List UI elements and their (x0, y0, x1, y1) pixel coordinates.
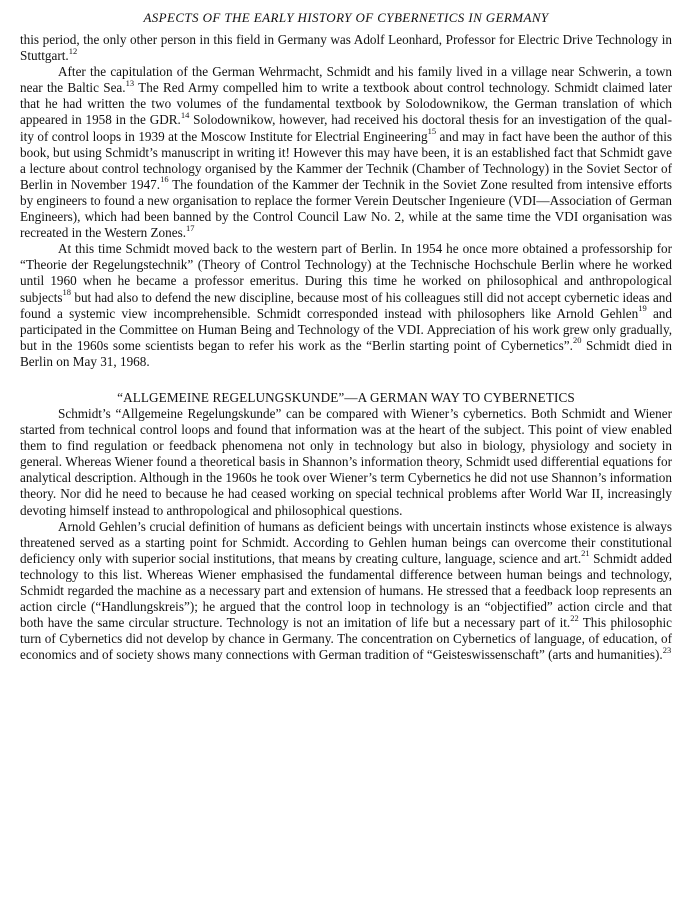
footnote-ref: 15 (427, 126, 437, 137)
body-text: but had also to defend the new discipline, because most of his colleagues still did not accept cybernetic ideas and found a systemic view incomprehensible. Schmidt corresponded instead with philosophers like Arnold Gehlen (20, 289, 672, 321)
footnote-ref: 21 (581, 548, 590, 559)
body-text: Schmidt died in Berlin on May 31, 1968. (20, 337, 672, 369)
running-head: ASPECTS OF THE EARLY HISTORY OF CYBERNETICS IN GERMANY (143, 10, 549, 25)
body-text: At this time Schmidt moved back to the western part of Berlin. In 1954 he once more obtained a professorship for “Theorie der Regelungstechnik” (Theory of Control Technology) at the Technische Hochschule Berlin where he worked until 1960 when he became a professor emeritus. During this time he worked on philosophical and anthropological subjects (20, 241, 672, 305)
body-text: The foundation of the Kammer der Technik in the Soviet Zone resulted from intensive efforts by engineers to found a new organisation to replace the former Verein Deutscher Ingenieure (VDI—Association of German Engineers), which had been banned by the Control Council Law No. 2, while at the same time the VDI organisation was recreated in the Western Zones. (20, 176, 672, 241)
body-text: this period, the only other person in this field in Germany was Adolf Leonhard, Professor for Electric Drive Technology in Stuttgart. (20, 32, 672, 64)
paragraph-capitulation (20, 64, 672, 241)
paragraph-continued-leonhard (20, 32, 672, 64)
footnote-ref: 17 (186, 222, 195, 233)
body-text: and may in fact have been the author of this book, but using Schmidt’s manuscript in writing it! However this may have been, it is an established fact that Schmidt gave a lecture about control technology organised by the Kammer der Technik (Chamber of Technology) in the Soviet Sector of Berlin in November 1947. (20, 128, 672, 192)
body-text: and participated in the Committee on Human Being and Technology of the VDI. Appreciation of his work grew only gradually, but in the 1960s some scientists began to refer his work as the “Berlin starting point of Cybernetics”. (20, 305, 672, 353)
paragraph-regelungskunde-comparison (20, 406, 672, 519)
footnote-ref: 13 (125, 77, 135, 88)
footnote-ref: 22 (570, 612, 579, 623)
body-text: Arnold Gehlen’s crucial definition of humans as deficient beings with uncertain instincts whose existence is always threatened served as a starting point for Schmidt. According to Gehlen human beings can overcome their constitutional deficiency only with superior social institutions, that means by creating culture, language, science and art. (20, 518, 672, 566)
footnote-ref: 14 (180, 110, 190, 121)
body-text: After the capitulation of the German Wehrmacht, Schmidt and his family lived in a village near Schwerin, a town near the Baltic Sea. (20, 64, 672, 96)
footnote-ref: 16 (160, 174, 169, 185)
paragraph-gehlen-definition (20, 519, 672, 664)
body-text: Solodownikow, however, had received his doctoral thesis for an investigation of the quality of control loops in 1939 at the Moscow Institute for Electrial Engineering (20, 112, 672, 144)
footnote-ref: 19 (638, 303, 647, 314)
body-text: Schmidt’s “Allgemeine Regelungskunde” can be compared with Wiener’s cybernetics. Both Schmidt and Wiener started from technical control loops and found that information was at the heart of the subject. This point of view enabled them to find regulation or feedback phenomena not only in technology but also in biology, physiology and society in general. Whereas Wiener found a theoretical basis in Shannon’s information theory, Schmidt used differential equations for analytical description. Although in the 1960s he took over Wiener’s term Cybernetics he did not use Shannon’s information theory. Nor did he need to because he had ceased working on special technical problems after World War II, increasingly devoting himself instead to anthropological and philosophical questions. (20, 405, 672, 518)
footnote-ref: 20 (572, 335, 582, 346)
paragraph-berlin-professorship (20, 241, 672, 370)
footnote-ref: 12 (68, 45, 78, 56)
footnote-ref: 18 (62, 287, 71, 298)
article-page (20, 10, 672, 910)
footnote-ref: 23 (662, 644, 672, 655)
body-text: This philosophic turn of Cybernetics did not develop by chance in Germany. The concentration on Cybernetics of language, of education, of economics and of society shows many connections with German tradition of “Geisteswissenschaft” (arts and humanities). (20, 615, 672, 663)
body-text: The Red Army compelled him to write a textbook about control technology. Schmidt claimed later that he had written the two volumes of the fundamental textbook by Solodownikow, the German translation of which appeared in 1958 in the GDR. (20, 80, 672, 128)
section-heading: “ALLGEMEINE REGELUNGSKUNDE”—A GERMAN WAY TO CYBERNETICS (117, 389, 575, 405)
body-text: Schmidt added technology to this list. Whereas Wiener emphasised the fundamental difference between human beings and technology, Schmidt regarded the machine as a necessary part and extension of humans. He stressed that a feedback loop represents an action circle (“Handlungskreis”); he argued that the control loop in technology is an “objectified” action circle and that both have the same circular structure. Technology is not an imitation of life but a necessary part of it. (20, 550, 672, 631)
